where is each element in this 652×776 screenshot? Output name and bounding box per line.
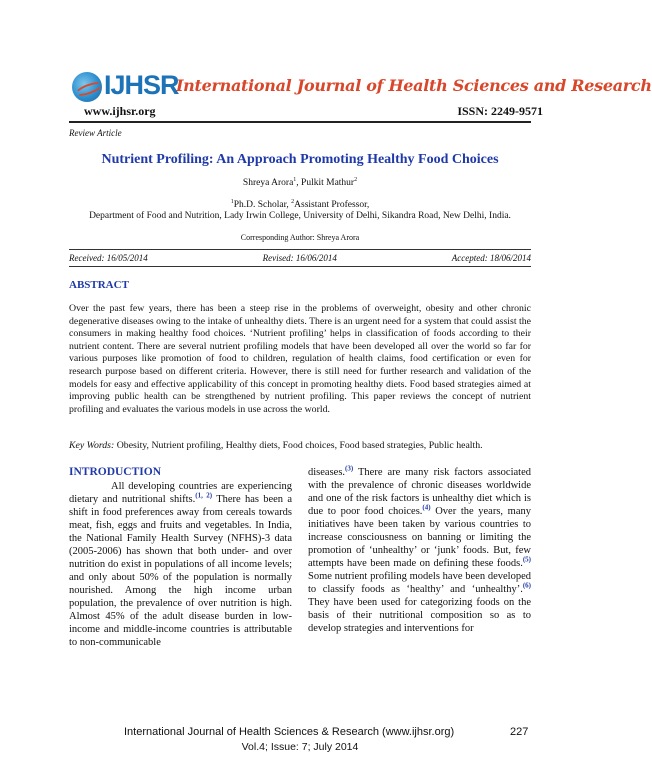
intro-right-text-5: They have been used for categorizing foods on the basis of their nutritional composition so as to develop strategies and interventions for [308,597,531,634]
author-1: Shreya Arora [242,178,294,189]
footer-journal: International Journal of Health Sciences & Research (www.ijhsr.org) [124,726,455,738]
intro-right-text-3: Over the years, many initiatives have been taken by various countries to increase consciousness on banning or limiting the promotion of ‘unhealthy’ or ‘junk’ foods. But, few attempts have been made on defining these foods. [308,506,531,569]
journal-logo-globe [72,72,102,102]
article-authors [0,177,600,188]
keywords-list: Obesity, Nutrient profiling, Healthy diets, Food choices, Food based strategies, Public health. [114,440,483,451]
intro-left-text-2: There has been a shift in food preferences away from cereals towards meat, fish, eggs and fruits and vegetables. In India, the National Family Health Survey (NFHS)-3 data (2005-2006) has shown that both under- and over nutrition do exist in populations of all income levels; and only about 50% of the population is normally nourished. Among the high income urban population, the prevalence of over nutrition is high. Almost 45% of the adult disease burden in low-income and middle-income countries is attributable to non-communicable [69,494,292,648]
journal-website[interactable]: www.ijhsr.org [84,104,156,118]
intro-right-column [308,466,531,635]
aff-role-2: Assistant Professor, [294,200,370,211]
date-revised: Revised: 16/06/2014 [262,253,337,263]
aff-sup-2: 2 [291,199,295,205]
journal-title: International Journal of Health Sciences and Research [176,76,652,95]
header-divider [69,121,531,123]
intro-left-column [69,466,292,649]
journal-logo-abbr: IJHSR [104,70,179,100]
citation-6[interactable]: (6) [522,581,531,590]
intro-left-paragraph [69,480,292,649]
footer-volume: Vol.4; Issue: 7; July 2014 [241,741,359,753]
intro-left-text-1: All developing countries are experiencing dietary and nutritional shifts. [69,481,292,505]
affiliation-roles [0,199,600,210]
author-2: , Pulkit Mathur [296,178,355,189]
article-dates [69,253,531,263]
corresponding-author: Corresponding Author: Shreya Arora [240,233,360,242]
date-received: Received: 16/05/2014 [69,253,148,263]
author-1-sup: 1 [293,177,297,183]
page-number: 227 [510,726,529,738]
abstract-text: Over the past few years, there has been a steep rise in the problems of overweight, obesity and other chronic degenerative diseases owing to the intake of unhealthy diets. There is an urgent need for a system that could assist the consumers in making healthy food choices. ‘Nutrient profiling’ helps in classification of foods according to their nutrient content. There are several nutrient profiling models that have been developed all over the world so far for various purposes like promotion of food to children, regulation of health claims, food certification or even for research purpose based on different criteria. However, there is still need for further research and validation of the models for easy and effective applicability of this concept in promoting healthy diets. Food based strategies aimed at improving public health can be strengthened by nutrient profiling. This paper reviews the concept of nutrient profiling and evaluates the various models in use across the world. [69,303,531,415]
article-title: Nutrient Profiling: An Approach Promoting Healthy Food Choices [101,152,499,167]
intro-right-text-2: There are many risk factors associated with the prevalence of chronic diseases worldwide and one of the risk factors is unhealthy diet which is due to poor food choices. [308,467,531,517]
aff-role-1: Ph.D. Scholar, [233,200,292,211]
dates-divider-top [69,249,531,250]
journal-issn: ISSN: 2249-9571 [457,104,543,118]
aff-sup-1: 1 [230,199,234,205]
citation-5[interactable]: (5) [522,555,531,564]
abstract-heading: ABSTRACT [69,279,129,291]
keywords [69,440,531,453]
keywords-label: Key Words: [69,440,115,451]
citation-3[interactable]: (3) [345,464,354,473]
citation-1-2[interactable]: (1, 2) [195,491,213,500]
date-accepted: Accepted: 18/06/2014 [451,253,531,263]
intro-heading: INTRODUCTION [69,466,162,478]
dates-divider-bottom [69,266,531,267]
article-type: Review Article [69,128,122,138]
intro-right-text-4: Some nutrient profiling models have been developed to classify foods as ‘healthy’ and ‘unhealthy’. [308,571,531,595]
citation-4[interactable]: (4) [422,503,431,512]
intro-right-text-1: diseases. [308,467,346,478]
affiliation-department: Department of Food and Nutrition, Lady Irwin College, University of Delhi, Sikandra Road, New Delhi, India. [89,211,511,221]
author-2-sup: 2 [354,177,358,183]
